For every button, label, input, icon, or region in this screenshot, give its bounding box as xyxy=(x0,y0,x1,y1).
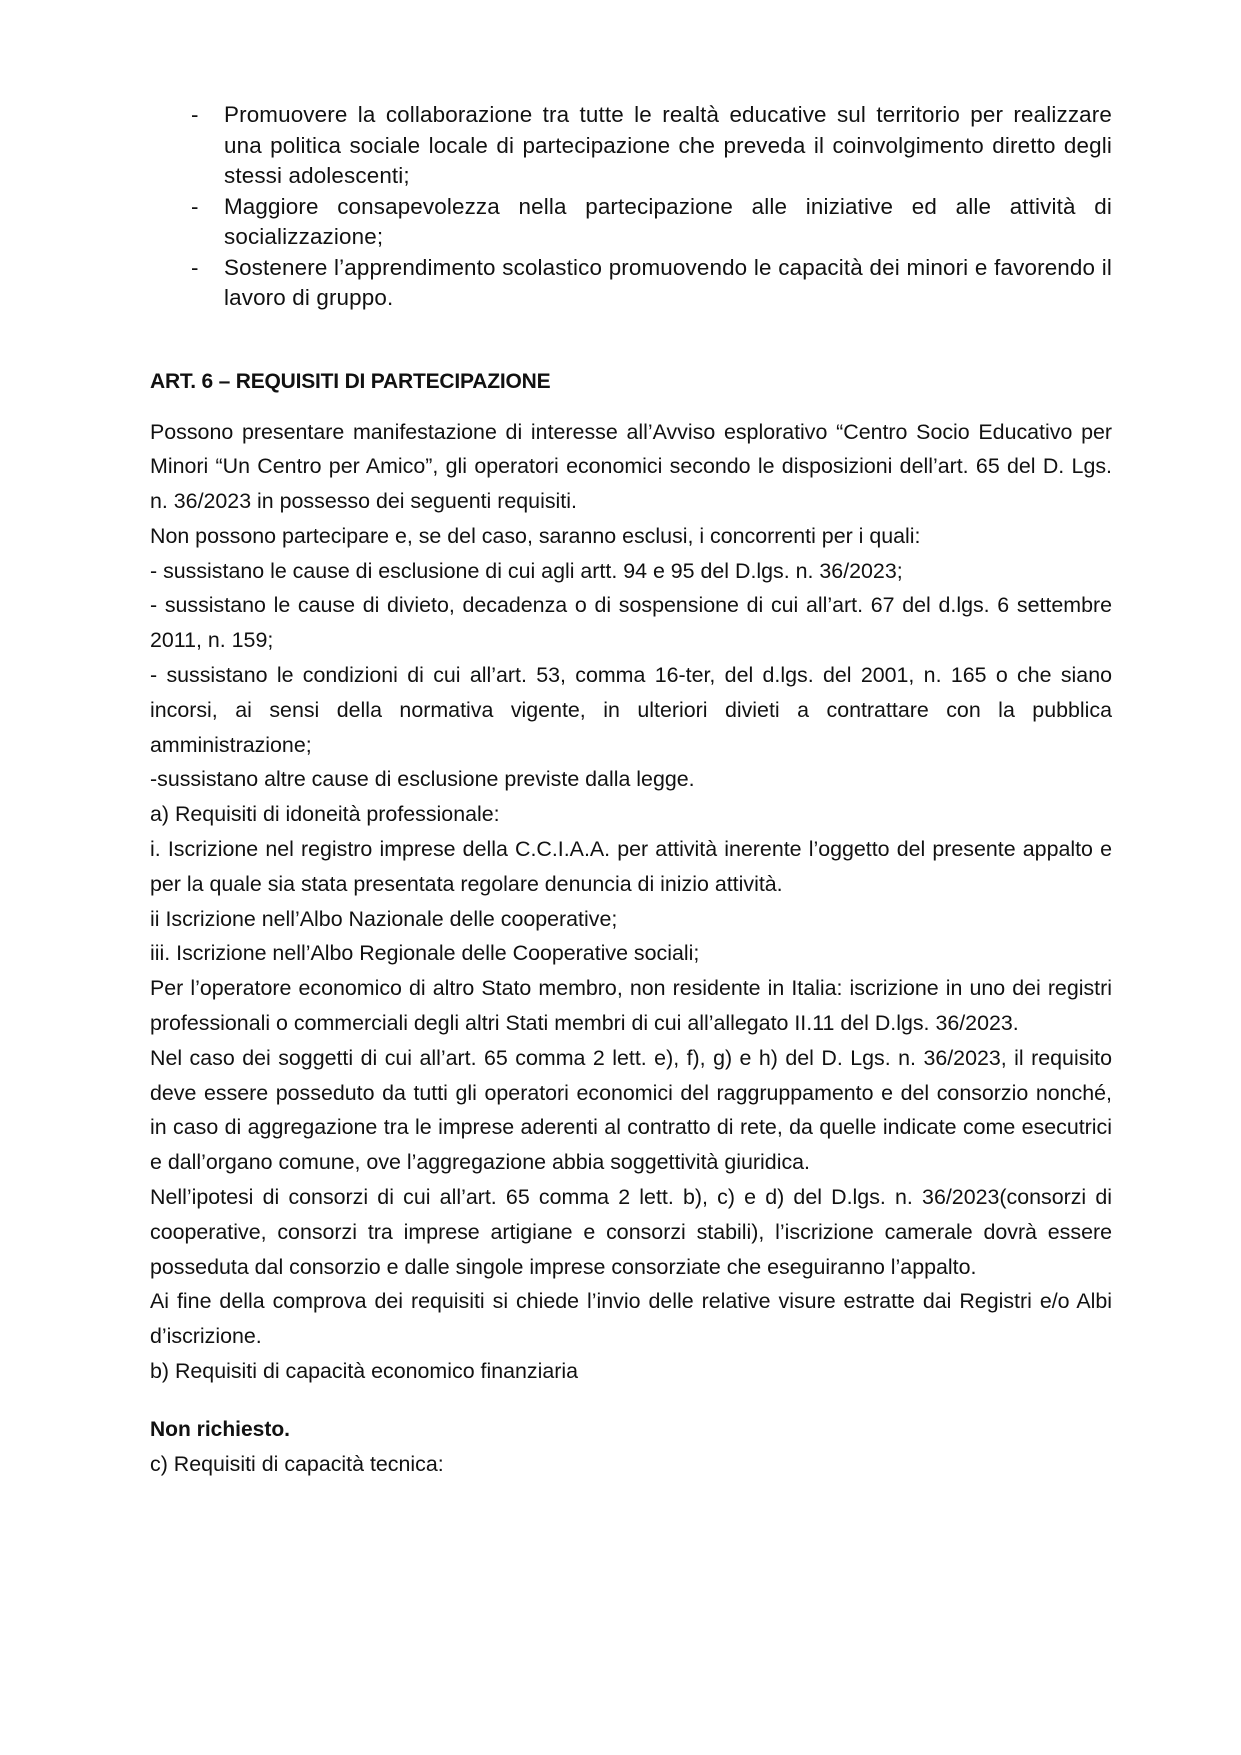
bullet-dash: - xyxy=(191,102,199,127)
paragraph: Nel caso dei soggetti di cui all’art. 65 comma 2 lett. e), f), g) e h) del D. Lgs. n. 36/2023, il requisito deve essere posseduto da tutti gli operatori economici del raggruppamento e del consorzio nonché, in caso di aggregazione tra le imprese aderenti al contratto di rete, da quelle indicate come esecutrici e dall’organo comune, ove l’aggregazione abbia soggettività giuridica. xyxy=(150,1045,1112,1175)
paragraph: - sussistano le cause di esclusione di cui agli artt. 94 e 95 del D.lgs. n. 36/2023; xyxy=(150,558,903,583)
paragraph: - sussistano le cause di divieto, decadenza o di sospensione di cui all’art. 67 del d.lgs. 6 settembre 2011, n. 159; xyxy=(150,593,1112,653)
list-item xyxy=(150,253,1112,314)
bullet-dash: - xyxy=(191,254,199,280)
paragraph: i. Iscrizione nel registro imprese della C.C.I.A.A. per attività inerente l’oggetto del presente appalto e per la quale sia stata presentata regolare denuncia di inizio attività. xyxy=(150,837,1112,896)
paragraph: Ai fine della comprova dei requisiti si chiede l’invio delle relative visure estratte dai Registri e/o Albi d’iscrizione. xyxy=(150,1289,1112,1349)
paragraph: -sussistano altre cause di esclusione previste dalla legge. xyxy=(150,767,695,792)
list-item xyxy=(150,192,1112,253)
paragraph: Non possono partecipare e, se del caso, saranno esclusi, i concorrenti per i quali: xyxy=(150,523,921,548)
list-item-text: Maggiore consapevolezza nella partecipazione alle iniziative ed alle attività di socializzazione; xyxy=(224,193,1112,249)
paragraph: - sussistano le condizioni di cui all’art. 53, comma 16-ter, del d.lgs. del 2001, n. 165 o che siano incorsi, ai sensi della normativa vigente, in ulteriori divieti a contrattare con la pubblica amministrazione; xyxy=(150,663,1112,757)
section-body xyxy=(150,415,1112,1389)
not-required-label: Non richiesto. xyxy=(150,1417,291,1441)
paragraph: Nell’ipotesi di consorzi di cui all’art. 65 comma 2 lett. b), c) e d) del D.lgs. n. 36/2023(consorzi di cooperative, consorzi tra imprese artigiane e consorzi stabili), l’iscrizione camerale dovrà essere posseduta dal consorzio e dalle singole imprese consorziate che eseguiranno l’appalto. xyxy=(150,1185,1112,1279)
bullet-dash: - xyxy=(191,193,199,219)
paragraph: iii. Iscrizione nell’Albo Regionale delle Cooperative sociali; xyxy=(150,941,700,966)
list-item-text: Promuovere la collaborazione tra tutte le realtà educative sul territorio per realizzare una politica sociale locale di partecipazione che preveda il coinvolgimento diretto degli stessi adolescenti; xyxy=(224,102,1112,188)
document-page xyxy=(150,100,1112,1482)
paragraph: b) Requisiti di capacità economico finanziaria xyxy=(150,1359,579,1384)
list-item-text: Sostenere l’apprendimento scolastico promuovendo le capacità dei minori e favorendo il lavoro di gruppo. xyxy=(224,254,1112,310)
list-item xyxy=(150,100,1112,192)
paragraph: ii Iscrizione nell’Albo Nazionale delle cooperative; xyxy=(150,906,618,931)
paragraph: Per l’operatore economico di altro Stato membro, non residente in Italia: iscrizione in uno dei registri professionali o commerciali degli altri Stati membri di cui all’allegato II.11 del D.lgs. 36/2023. xyxy=(150,976,1112,1036)
paragraph: c) Requisiti di capacità tecnica: xyxy=(150,1451,444,1476)
section-heading: ART. 6 – REQUISITI DI PARTECIPAZIONE xyxy=(150,369,551,393)
paragraph: Possono presentare manifestazione di interesse all’Avviso esplorativo “Centro Socio Educativo per Minori “Un Centro per Amico”, gli operatori economici secondo le disposizioni dell’art. 65 del D. Lgs. n. 36/2023 in possesso dei seguenti requisiti. xyxy=(150,419,1112,514)
paragraph: a) Requisiti di idoneità professionale: xyxy=(150,802,500,827)
objectives-list xyxy=(150,100,1112,314)
